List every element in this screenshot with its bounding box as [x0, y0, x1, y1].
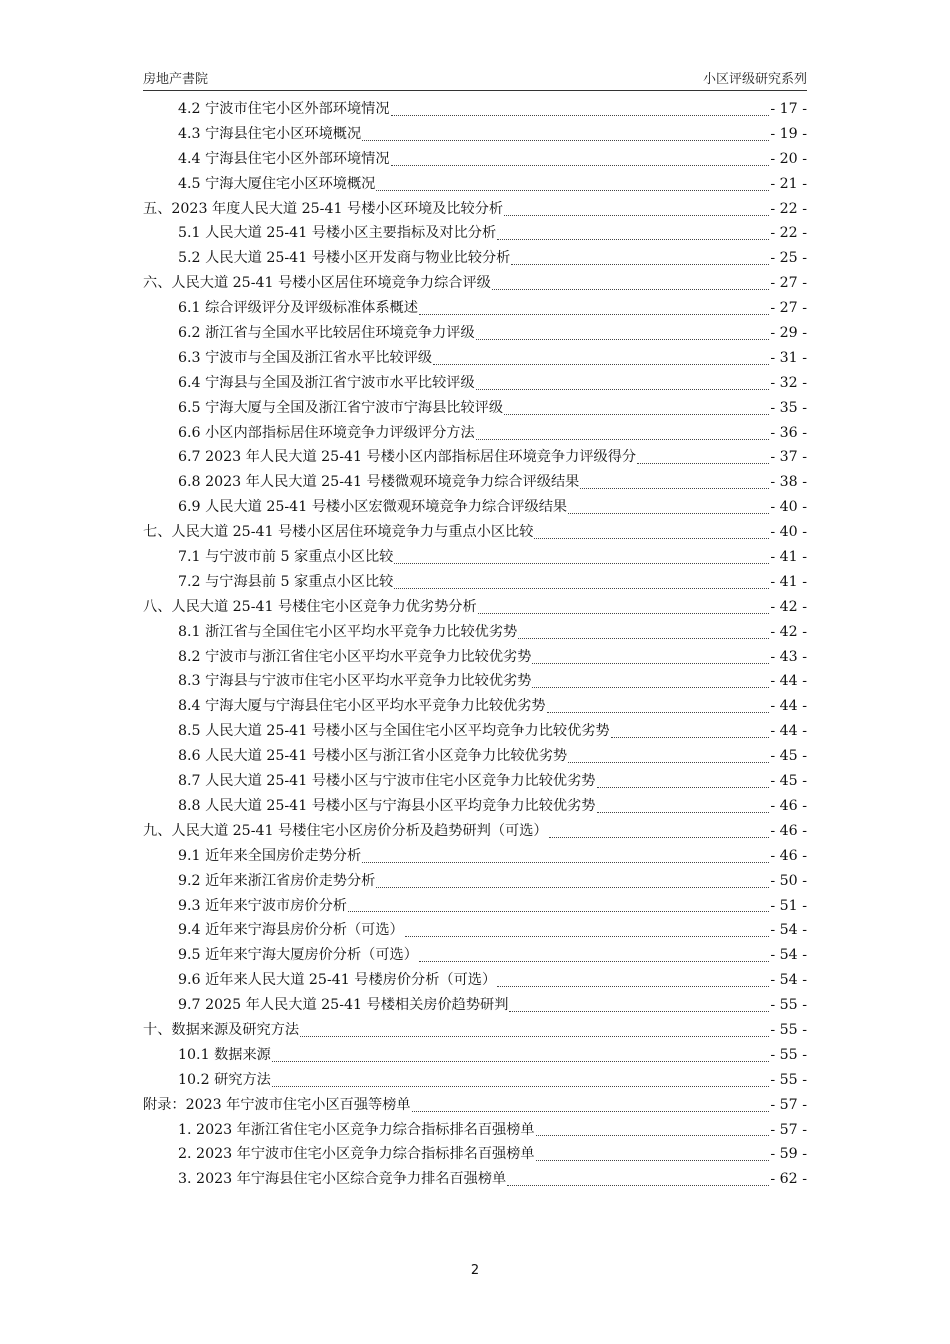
toc-entry-page: - 21 - [770, 175, 807, 192]
toc-entry-page: - 40 - [770, 499, 807, 516]
toc-section-entry[interactable] [143, 221, 807, 246]
toc-section-entry[interactable] [143, 97, 807, 122]
toc-dot-leader [547, 712, 770, 713]
toc-entry-title: 6.8 2023 年人民大道 25-41 号楼微观环境竞争力综合评级结果 [178, 474, 580, 491]
toc-section-entry[interactable] [143, 1167, 807, 1192]
toc-entry-title: 7.1 与宁波市前 5 家重点小区比较 [178, 549, 394, 566]
toc-entry-title: 6.9 人民大道 25-41 号楼小区宏微观环境竞争力综合评级结果 [178, 499, 568, 516]
toc-entry-title: 5.2 人民大道 25-41 号楼小区开发商与物业比较分析 [178, 250, 511, 267]
toc-entry-title: 3. 2023 年宁海县住宅小区综合竞争力排名百强榜单 [178, 1171, 507, 1188]
toc-dot-leader [504, 414, 769, 415]
toc-dot-leader [394, 563, 769, 564]
toc-section-entry[interactable] [143, 968, 807, 993]
header-publisher: 房地产書院 [143, 72, 209, 87]
toc-chapter-entry[interactable] [143, 271, 807, 296]
toc-entry-page: - 55 - [770, 1046, 807, 1063]
toc-entry-page: - 32 - [770, 374, 807, 391]
toc-dot-leader [391, 115, 770, 116]
toc-entry-page: - 54 - [770, 947, 807, 964]
toc-entry-title: 十、数据来源及研究方法 [143, 1021, 300, 1038]
toc-entry-page: - 31 - [770, 349, 807, 366]
toc-entry-page: - 27 - [770, 300, 807, 317]
toc-section-entry[interactable] [143, 1142, 807, 1167]
toc-entry-page: - 29 - [770, 325, 807, 342]
toc-entry-page: - 22 - [770, 200, 807, 217]
toc-entry-page: - 55 - [770, 1071, 807, 1088]
toc-entry-title: 9.3 近年来宁波市房价分析 [178, 897, 347, 914]
toc-entry-title: 9.4 近年来宁海县房价分析（可选） [178, 922, 404, 939]
toc-entry-title: 6.5 宁海大厦与全国及浙江省宁波市宁海县比较评级 [178, 399, 504, 416]
toc-section-entry[interactable] [143, 645, 807, 670]
toc-entry-title: 5.1 人民大道 25-41 号楼小区主要指标及对比分析 [178, 225, 497, 242]
toc-entry-page: - 57 - [770, 1096, 807, 1113]
toc-entry-title: 8.8 人民大道 25-41 号楼小区与宁海县小区平均竞争力比较优劣势 [178, 797, 596, 814]
toc-section-entry[interactable] [143, 769, 807, 794]
toc-entry-title: 7.2 与宁海县前 5 家重点小区比较 [178, 573, 394, 590]
toc-entry-title: 4.4 宁海县住宅小区外部环境情况 [178, 150, 390, 167]
toc-entry-page: - 44 - [770, 673, 807, 690]
toc-dot-leader [611, 737, 770, 738]
toc-entry-page: - 45 - [770, 748, 807, 765]
toc-dot-leader [412, 1111, 770, 1112]
toc-entry-page: - 57 - [770, 1121, 807, 1138]
toc-section-entry[interactable] [143, 147, 807, 172]
toc-section-entry[interactable] [143, 694, 807, 719]
toc-section-entry[interactable] [143, 445, 807, 470]
toc-entry-page: - 19 - [770, 125, 807, 142]
toc-dot-leader [536, 1135, 770, 1136]
toc-entry-page: - 25 - [770, 250, 807, 267]
toc-entry-title: 4.5 宁海大厦住宅小区环境概况 [178, 175, 376, 192]
toc-entry-title: 8.7 人民大道 25-41 号楼小区与宁波市住宅小区竞争力比较优劣势 [178, 773, 596, 790]
toc-entry-page: - 59 - [770, 1146, 807, 1163]
toc-dot-leader [419, 314, 769, 315]
toc-dot-leader [532, 687, 769, 688]
toc-section-entry[interactable] [143, 1068, 807, 1093]
toc-entry-page: - 44 - [770, 723, 807, 740]
toc-entry-title: 4.2 宁波市住宅小区外部环境情况 [178, 101, 390, 117]
toc-dot-leader [549, 837, 770, 838]
toc-dot-leader [405, 936, 770, 937]
toc-entry-page: - 55 - [770, 997, 807, 1014]
toc-dot-leader [348, 911, 769, 912]
toc-entry-title: 1. 2023 年浙江省住宅小区竞争力综合指标排名百强榜单 [178, 1121, 535, 1138]
toc-entry-page: - 38 - [770, 474, 807, 491]
toc-dot-leader [478, 613, 770, 614]
toc-entry-title: 8.6 人民大道 25-41 号楼小区与浙江省小区竞争力比较优劣势 [178, 748, 568, 765]
toc-entry-title: 6.4 宁海县与全国及浙江省宁波市水平比较评级 [178, 374, 475, 391]
toc-entry-title: 9.5 近年来宁海大厦房价分析（可选） [178, 947, 418, 964]
toc-entry-title: 9.2 近年来浙江省房价走势分析 [178, 872, 376, 889]
page-header [143, 66, 807, 91]
toc-entry-title: 6.7 2023 年人民大道 25-41 号楼小区内部指标居住环境竞争力评级得分 [178, 449, 637, 466]
toc-section-entry[interactable] [143, 719, 807, 744]
toc-entry-page: - 46 - [770, 797, 807, 814]
toc-section-entry[interactable] [143, 894, 807, 919]
toc-entry-page: - 41 - [770, 549, 807, 566]
toc-dot-leader [580, 488, 769, 489]
toc-section-entry[interactable] [143, 246, 807, 271]
toc-entry-title: 8.5 人民大道 25-41 号楼小区与全国住宅小区平均竞争力比较优劣势 [178, 723, 610, 740]
toc-dot-leader [568, 513, 769, 514]
toc-entry-title: 10.1 数据来源 [178, 1046, 271, 1063]
toc-dot-leader [272, 1086, 769, 1087]
header-series-title: 小区评级研究系列 [702, 72, 807, 87]
toc-entry-page: - 40 - [770, 524, 807, 541]
toc-entry-page: - 50 - [770, 872, 807, 889]
toc-dot-leader [568, 762, 769, 763]
toc-dot-leader [597, 812, 770, 813]
toc-entry-title: 6.1 综合评级评分及评级标准体系概述 [178, 300, 418, 317]
toc-dot-leader [419, 961, 769, 962]
toc-entry-title: 九、人民大道 25-41 号楼住宅小区房价分析及趋势研判（可选） [143, 822, 548, 839]
toc-entry-page: - 41 - [770, 573, 807, 590]
toc-entry-title: 8.1 浙江省与全国住宅小区平均水平竞争力比较优劣势 [178, 623, 518, 640]
toc-entry-page: - 22 - [770, 225, 807, 242]
toc-section-entry[interactable] [143, 943, 807, 968]
toc-entry-page: - 43 - [770, 648, 807, 665]
toc-dot-leader [476, 389, 770, 390]
toc-dot-leader [394, 588, 769, 589]
toc-dot-leader [532, 663, 769, 664]
toc-section-entry[interactable] [143, 844, 807, 869]
toc-entry-page: - 51 - [770, 897, 807, 914]
toc-entry-title: 9.1 近年来全国房价走势分析 [178, 847, 362, 864]
toc-section-entry[interactable] [143, 172, 807, 197]
toc-dot-leader [534, 538, 769, 539]
toc-entry-title: 8.2 宁波市与浙江省住宅小区平均水平竞争力比较优劣势 [178, 648, 532, 665]
toc-chapter-entry[interactable] [143, 520, 807, 545]
toc-dot-leader [391, 165, 770, 166]
toc-section-entry[interactable] [143, 1118, 807, 1143]
toc-entry-title: 9.7 2025 年人民大道 25-41 号楼相关房价趋势研判 [178, 997, 509, 1014]
toc-entry-page: - 46 - [770, 847, 807, 864]
toc-dot-leader [376, 887, 769, 888]
toc-dot-leader [376, 190, 769, 191]
toc-section-entry[interactable] [143, 321, 807, 346]
toc-dot-leader [507, 1185, 769, 1186]
page-number: 2 [470, 1263, 480, 1278]
toc-chapter-entry[interactable] [143, 595, 807, 620]
toc-entry-page: - 55 - [770, 1021, 807, 1038]
toc-section-entry[interactable] [143, 993, 807, 1018]
toc-dot-leader [476, 339, 770, 340]
toc-dot-leader [497, 986, 769, 987]
toc-dot-leader [536, 1160, 770, 1161]
toc-chapter-entry[interactable] [143, 1093, 807, 1118]
toc-section-entry[interactable] [143, 545, 807, 570]
toc-section-entry[interactable] [143, 371, 807, 396]
toc-entry-title: 10.2 研究方法 [178, 1071, 271, 1088]
toc-entry-page: - 36 - [770, 424, 807, 441]
toc-entry-title: 2. 2023 年宁波市住宅小区竞争力综合指标排名百强榜单 [178, 1146, 535, 1163]
toc-section-entry[interactable] [143, 296, 807, 321]
toc-entry-title: 七、人民大道 25-41 号楼小区居住环境竞争力与重点小区比较 [143, 524, 534, 541]
toc-section-entry[interactable] [143, 570, 807, 595]
toc-section-entry[interactable] [143, 869, 807, 894]
toc-dot-leader [509, 1011, 769, 1012]
toc-entry-page: - 42 - [770, 623, 807, 640]
toc-section-entry[interactable] [143, 918, 807, 943]
toc-entry-page: - 54 - [770, 922, 807, 939]
toc-dot-leader [272, 1061, 769, 1062]
toc-section-entry[interactable] [143, 794, 807, 819]
toc-entry-page: - 46 - [770, 822, 807, 839]
toc-entry-title: 八、人民大道 25-41 号楼住宅小区竞争力优劣势分析 [143, 598, 477, 615]
toc-entry-page: - 42 - [770, 598, 807, 615]
toc-section-entry[interactable] [143, 396, 807, 421]
toc-dot-leader [492, 289, 769, 290]
toc-entry-page: - 44 - [770, 698, 807, 715]
toc-entry-page: - 35 - [770, 399, 807, 416]
toc-entry-title: 6.2 浙江省与全国水平比较居住环境竞争力评级 [178, 325, 475, 342]
toc-entry-title: 附录：2023 年宁波市住宅小区百强等榜单 [143, 1096, 411, 1113]
toc-section-entry[interactable] [143, 669, 807, 694]
toc-dot-leader [637, 463, 769, 464]
toc-entry-title: 6.6 小区内部指标居住环境竞争力评级评分方法 [178, 424, 475, 441]
toc-entry-page: - 27 - [770, 275, 807, 292]
toc-chapter-entry[interactable] [143, 819, 807, 844]
toc-dot-leader [362, 140, 769, 141]
toc-entry-title: 五、2023 年度人民大道 25-41 号楼小区环境及比较分析 [143, 200, 504, 217]
toc-chapter-entry[interactable] [143, 1018, 807, 1043]
toc-dot-leader [518, 638, 769, 639]
toc-entry-title: 4.3 宁海县住宅小区环境概况 [178, 125, 362, 142]
toc-dot-leader [497, 239, 769, 240]
toc-section-entry[interactable] [143, 470, 807, 495]
toc-section-entry[interactable] [143, 122, 807, 147]
toc-entry-title: 六、人民大道 25-41 号楼小区居住环境竞争力综合评级 [143, 275, 491, 292]
toc-section-entry[interactable] [143, 495, 807, 520]
toc-entry-title: 9.6 近年来人民大道 25-41 号楼房价分析（可选） [178, 972, 497, 989]
toc-dot-leader [433, 364, 769, 365]
toc-dot-leader [597, 787, 770, 788]
toc-dot-leader [300, 1036, 769, 1037]
toc-section-entry[interactable] [143, 1043, 807, 1068]
toc-entry-title: 8.3 宁海县与宁波市住宅小区平均水平竞争力比较优劣势 [178, 673, 532, 690]
toc-entry-page: - 20 - [770, 150, 807, 167]
table-of-contents [143, 97, 807, 1192]
toc-entry-page: - 37 - [770, 449, 807, 466]
toc-dot-leader [476, 439, 770, 440]
toc-entry-title: 6.3 宁波市与全国及浙江省水平比较评级 [178, 349, 433, 366]
toc-entry-page: - 54 - [770, 972, 807, 989]
toc-dot-leader [504, 215, 769, 216]
toc-chapter-entry[interactable] [143, 197, 807, 222]
toc-dot-leader [362, 862, 769, 863]
toc-section-entry[interactable] [143, 744, 807, 769]
toc-entry-page: - 17 - [770, 101, 807, 117]
toc-entry-page: - 62 - [770, 1171, 807, 1188]
toc-section-entry[interactable] [143, 346, 807, 371]
toc-section-entry[interactable] [143, 620, 807, 645]
toc-dot-leader [511, 264, 769, 265]
toc-section-entry[interactable] [143, 421, 807, 446]
toc-entry-page: - 45 - [770, 773, 807, 790]
toc-entry-title: 8.4 宁海大厦与宁海县住宅小区平均水平竞争力比较优劣势 [178, 698, 546, 715]
